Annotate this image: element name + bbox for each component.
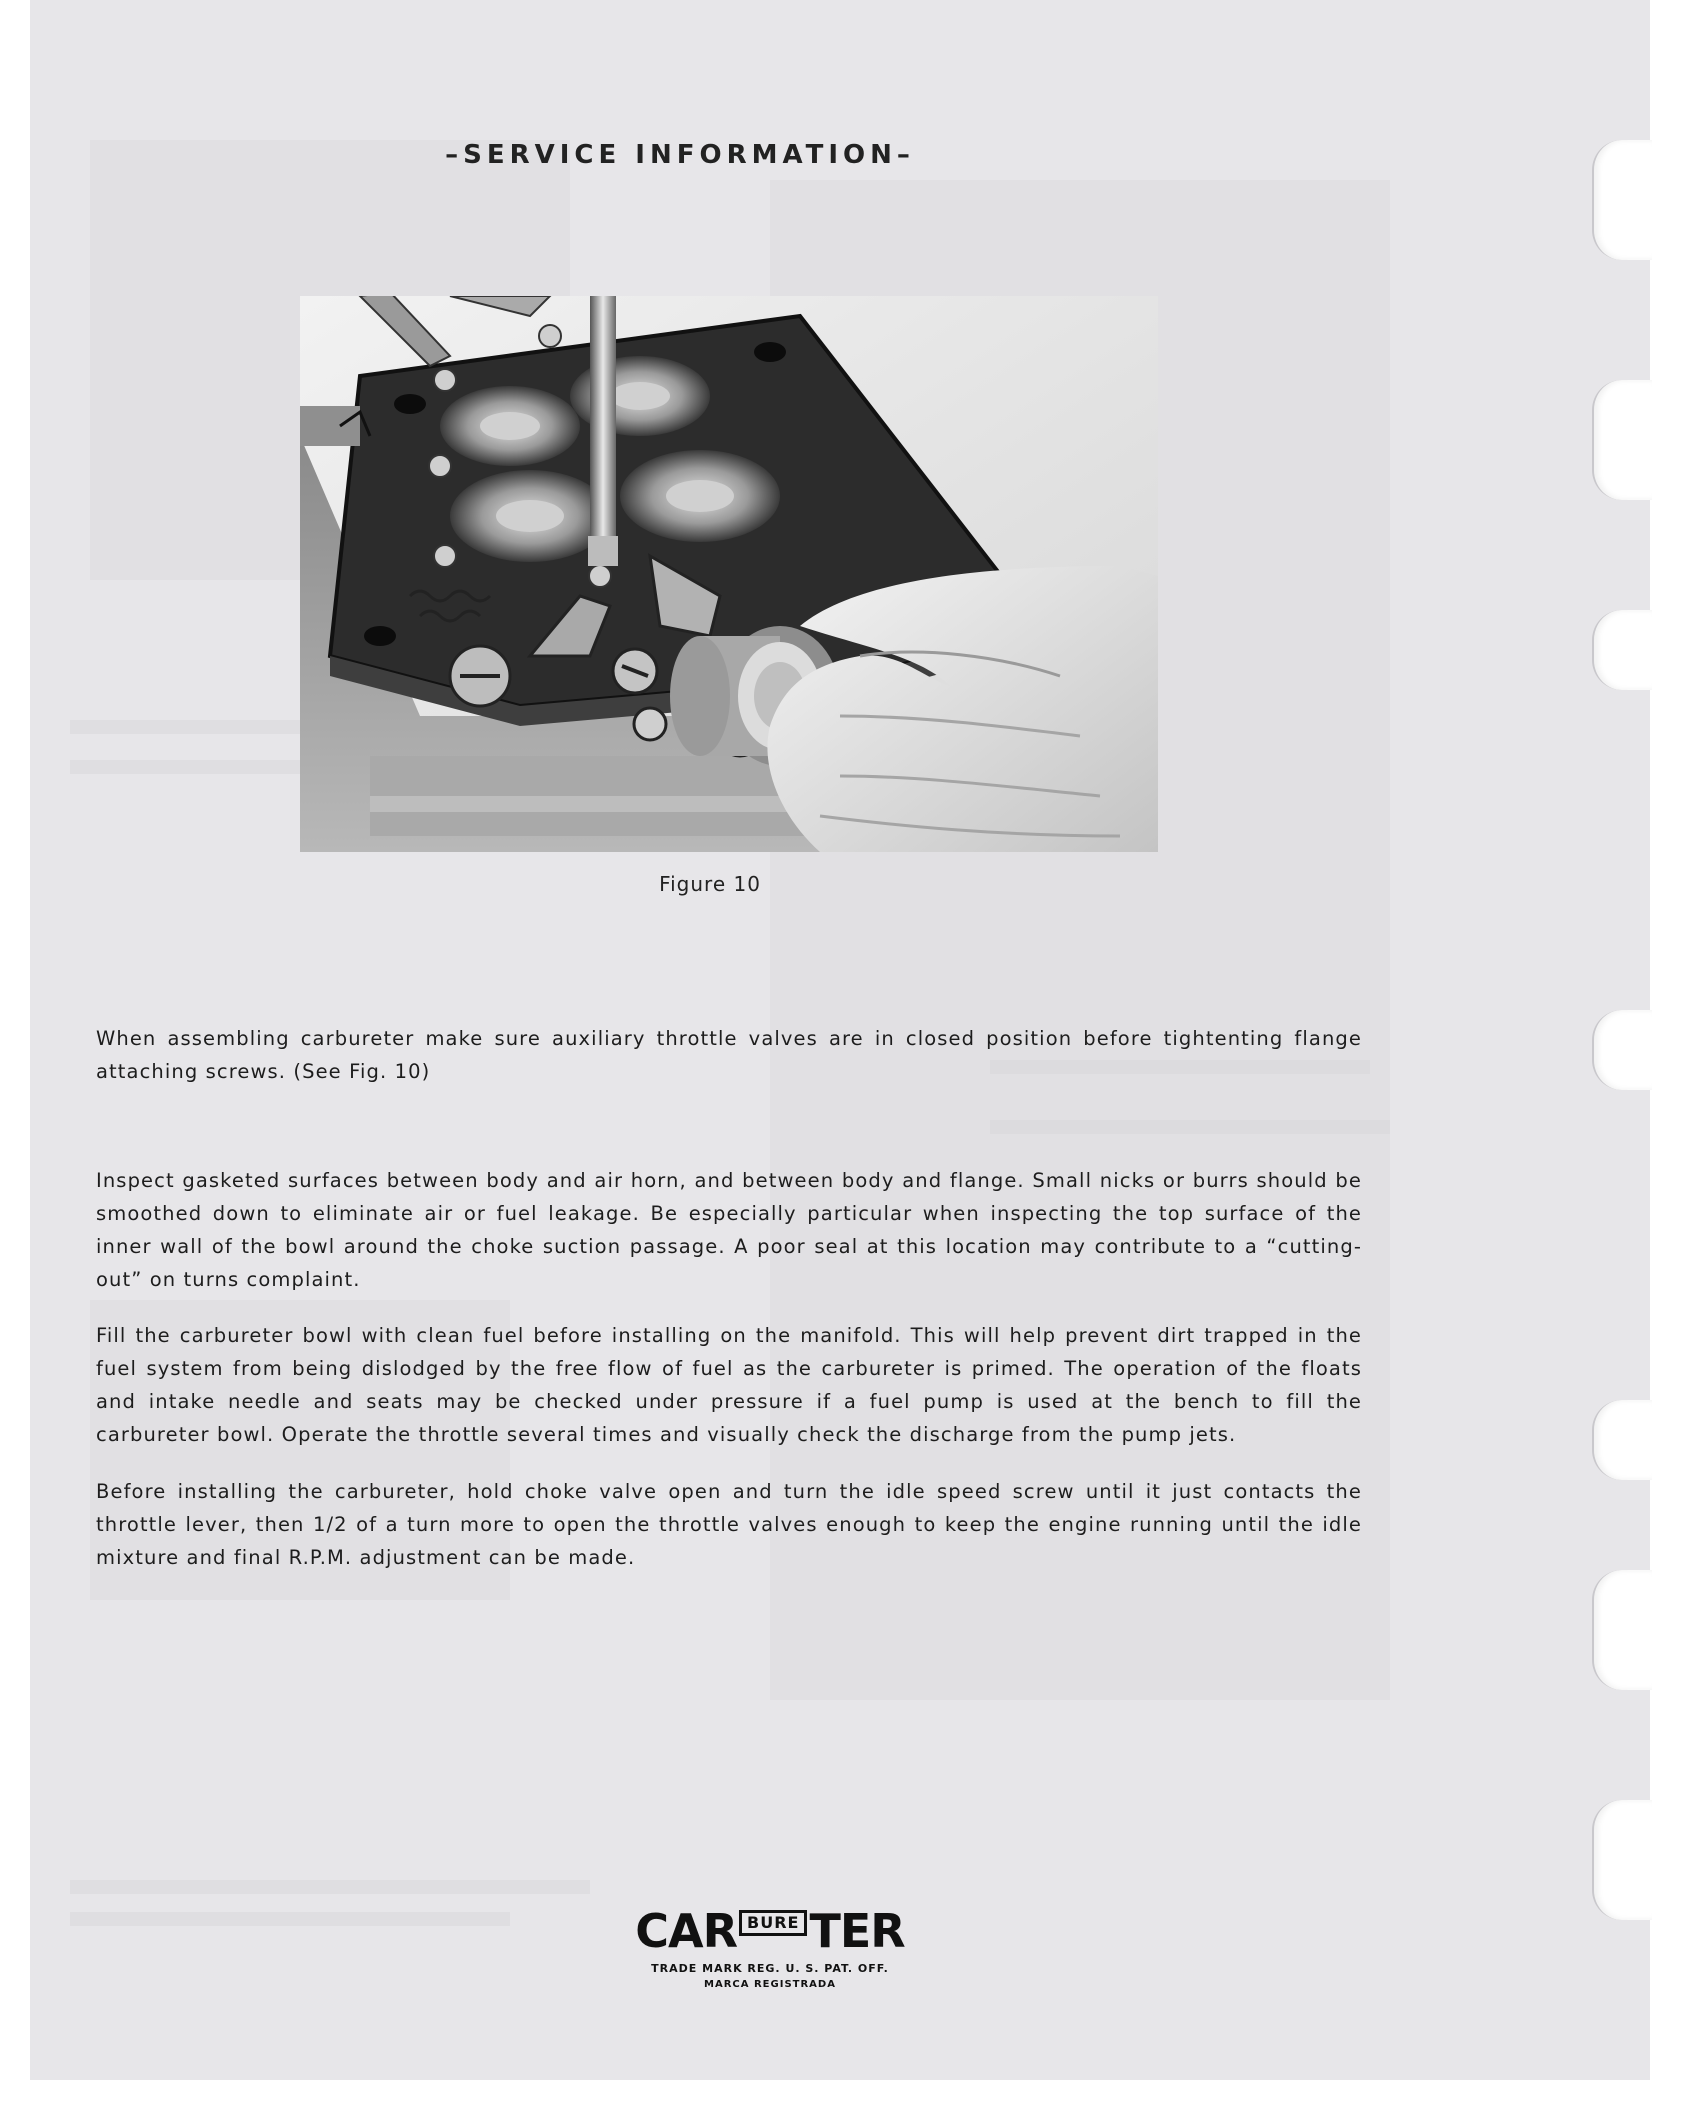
logo-ter: TER — [809, 1904, 905, 1958]
binder-hole — [1592, 1570, 1652, 1690]
carbureter-photo — [300, 296, 1158, 852]
bleed-through-line — [70, 1912, 510, 1926]
logo-trademark: TRADE MARK REG. U. S. PAT. OFF. — [651, 1962, 889, 1975]
logo-bure-box: BURE — [739, 1910, 807, 1936]
logo-wordmark — [635, 1904, 905, 1958]
paragraph-before-installing: Before installing the carbureter, hold choke valve open and turn the idle speed screw until it just contacts the throttle lever, then 1/2 of a turn more to open the throttle valves enough to keep the engine running until the idle mixture and final R.P.M. adjustment can be made. — [96, 1479, 1362, 1569]
logo-marca: MARCA REGISTRADA — [704, 1979, 836, 1990]
binder-hole — [1592, 1400, 1652, 1480]
logo-car: CAR — [635, 1904, 738, 1958]
paragraph-fill-bowl: Fill the carbureter bowl with clean fuel before installing on the manifold. This will help prevent dirt trapped in the fuel system from being dislodged by the free flow of fuel as the carbureter is primed. The operation of the floats and intake needle and seats may be checked under pressure if a fuel pump is used at the bench to fill the carbureter bowl. Operate the throttle several times and visually check the discharge from the pump jets. — [96, 1323, 1362, 1446]
paragraph-gasketed-surfaces: Inspect gasketed surfaces between body and air horn, and between body and flange. Small nicks or burrs should be smoothed down to eliminate air or fuel leakage. Be especially particular when inspecting the top surface of the inner wall of the bowl around the choke suction passage. A poor seal at this location may contribute to a “cutting-out” on turns complaint. — [96, 1168, 1362, 1291]
binder-hole — [1592, 1010, 1652, 1090]
bleed-through-line — [990, 1120, 1390, 1134]
figure-caption: Figure 10 — [659, 872, 761, 896]
bleed-through-line — [70, 1880, 590, 1894]
binder-hole — [1592, 380, 1652, 500]
binder-hole — [1592, 140, 1652, 260]
binder-hole — [1592, 1800, 1652, 1920]
binder-hole — [1592, 610, 1652, 690]
page-title: –SERVICE INFORMATION– — [445, 140, 915, 170]
paragraph-assembling: When assembling carbureter make sure auxiliary throttle valves are in closed position before tightenting flange attaching screws. (See Fig. 10) — [96, 1026, 1362, 1083]
carbureter-logo — [620, 1904, 920, 1990]
